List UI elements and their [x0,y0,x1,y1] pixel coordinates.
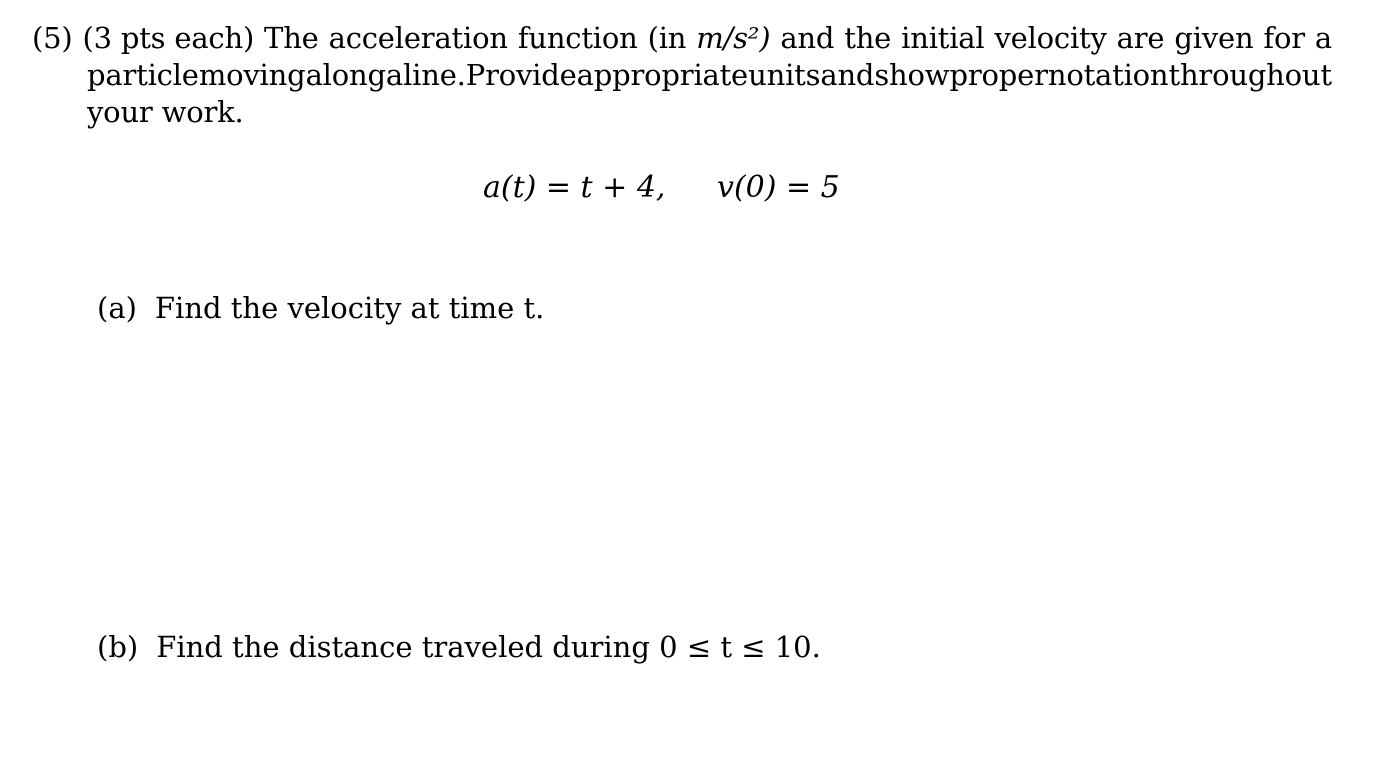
problem-line-3-text: your work. [87,95,244,129]
word: the [844,21,892,55]
problem-statement [32,20,1332,131]
word: throughout [1168,58,1332,92]
word: moving [198,58,306,92]
problem-points: (3 pts each) [82,21,255,55]
problem-line-2 [32,57,1332,94]
word: are [1116,21,1165,55]
part-a-label: (a) [97,291,137,325]
word: function [517,21,638,55]
part-a [97,290,544,327]
word: and [780,21,835,55]
word: line. [403,58,466,92]
word: particle [87,58,199,92]
part-b-text: Find the distance traveled during 0 ≤ t ≤ 10. [156,630,821,664]
initial-velocity-equation: v(0) = 5 [717,170,840,205]
word: velocity [994,21,1107,55]
word: units [748,58,821,92]
word: and [820,58,875,92]
word: a [385,58,403,92]
word: The [264,21,319,55]
word: initial [901,21,985,55]
acceleration-equation: a(t) = t + 4, [483,170,666,205]
word: Provide [465,58,577,92]
word: proper [949,58,1048,92]
word: (in [647,21,687,55]
units-expression: m/s²) [696,21,771,55]
word: show [874,58,950,92]
word: for [1263,21,1305,55]
part-b [97,629,821,666]
word: acceleration [328,21,508,55]
word: appropriate [576,58,749,92]
word: a [1314,21,1332,55]
problem-line-3 [32,94,1332,131]
problem-number: (5) [32,21,73,55]
word: along [305,58,386,92]
word: given [1174,21,1254,55]
part-a-text: Find the velocity at time t. [154,291,545,325]
problem-line-1 [32,20,1332,57]
part-b-label: (b) [97,630,139,664]
word: notation [1047,58,1169,92]
